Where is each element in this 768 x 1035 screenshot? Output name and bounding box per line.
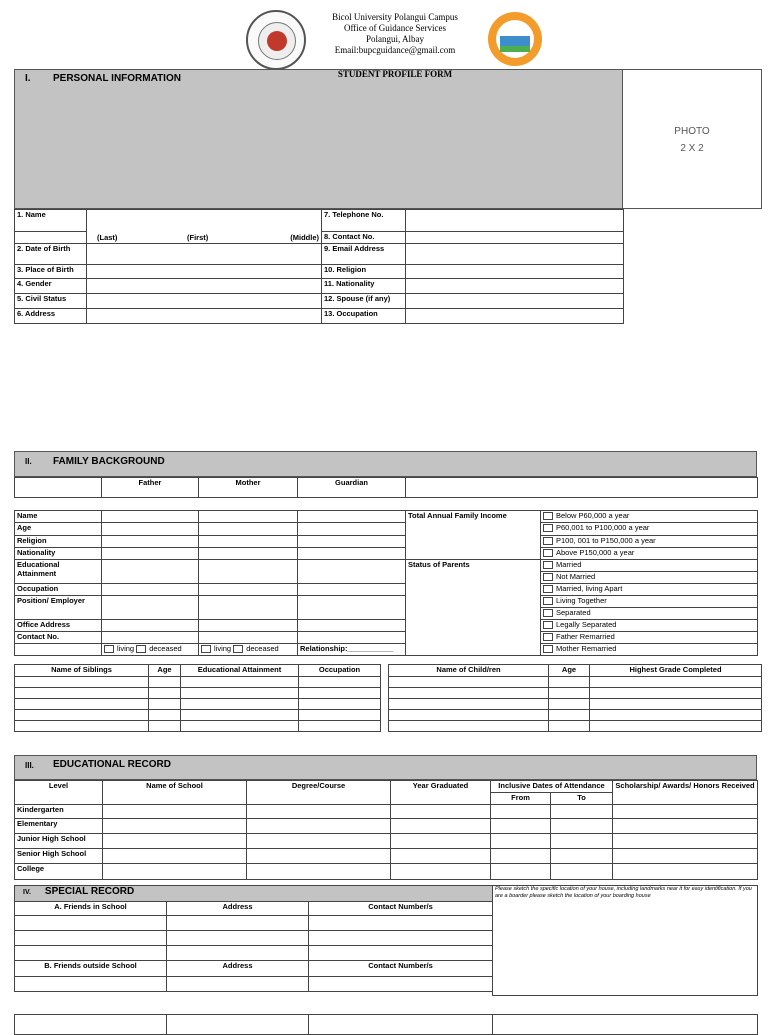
field-label: 9. Email Address [322, 244, 406, 265]
field-label: 5. Civil Status [15, 294, 87, 309]
table-row[interactable] [15, 699, 381, 710]
edu-header: Name of School [103, 781, 247, 805]
school-info [300, 12, 490, 56]
table-row[interactable] [389, 699, 762, 710]
email-input[interactable] [406, 244, 624, 265]
guardian-name-input[interactable] [298, 511, 406, 523]
edu-header: Year Graduated [391, 781, 491, 805]
field-label: 8. Contact No. [322, 232, 406, 244]
father-living-status[interactable]: living deceased [102, 644, 199, 656]
father-religion-input[interactable] [102, 536, 199, 548]
field-label: 6. Address [15, 309, 87, 324]
family-row-label: Position/ Employer [15, 596, 102, 620]
nationality-input[interactable] [406, 279, 624, 294]
educational-record-header [14, 755, 757, 780]
table-row[interactable] [15, 849, 758, 864]
table-row[interactable] [15, 834, 758, 849]
edu-level: Kindergarten [15, 805, 103, 819]
checkbox-icon[interactable] [543, 537, 553, 545]
checkbox-icon[interactable] [543, 549, 553, 557]
status-option[interactable]: Mother Remarried [541, 644, 758, 656]
friends-in-header: Contact Number/s [309, 902, 493, 916]
edu-subheader-to: To [551, 793, 613, 805]
mother-occupation-input[interactable] [199, 584, 298, 596]
family-details-table [14, 510, 758, 656]
father-name-input[interactable] [102, 511, 199, 523]
status-option[interactable]: Married [541, 560, 758, 572]
field-label: 1. Name [15, 210, 87, 232]
name-input[interactable] [87, 210, 322, 244]
field-label: 12. Spouse (if any) [322, 294, 406, 309]
edu-level: Senior High School [15, 849, 103, 864]
table-row[interactable] [15, 710, 381, 721]
section-title: SPECIAL RECORD [44, 886, 135, 897]
occupation-input[interactable] [406, 309, 624, 324]
status-option[interactable]: Father Remarried [541, 632, 758, 644]
edu-header: Inclusive Dates of Attendance [491, 781, 613, 793]
educational-record-table [14, 780, 758, 880]
status-option[interactable]: Living Together [541, 596, 758, 608]
friends-in-header: Address [167, 902, 309, 916]
special-record-table [14, 885, 758, 996]
section-title: EDUCATIONAL RECORD [53, 759, 171, 770]
personal-info-table [14, 209, 624, 324]
income-option[interactable]: P100, 001 to P150,000 a year [541, 536, 758, 548]
guardian-nationality-input[interactable] [298, 548, 406, 560]
guardian-employer-input[interactable] [298, 596, 406, 620]
friends-out-header: Contact Number/s [309, 961, 493, 977]
telephone-input[interactable] [406, 210, 624, 232]
checkbox-icon[interactable] [543, 585, 553, 593]
field-label: 11. Nationality [322, 279, 406, 294]
income-option[interactable]: P60,001 to P100,000 a year [541, 523, 758, 536]
guardian-occupation-input[interactable] [298, 584, 406, 596]
table-row[interactable] [15, 677, 381, 688]
family-columns-header [14, 477, 758, 498]
income-option[interactable]: Above P150,000 a year [541, 548, 758, 560]
checkbox-icon[interactable] [543, 633, 553, 641]
family-row-label: Age [15, 523, 102, 536]
siblings-header: Age [149, 665, 181, 677]
mother-age-input[interactable] [199, 523, 298, 536]
edu-subheader-from: From [491, 793, 551, 805]
name-label-spacer [15, 232, 87, 244]
table-row[interactable] [389, 721, 762, 732]
address-input[interactable] [87, 309, 322, 324]
guardian-education-input[interactable] [298, 560, 406, 584]
status-option[interactable]: Married, living Apart [541, 584, 758, 596]
children-header: Name of Child/ren [389, 665, 549, 677]
name-middle-label: (Middle) [290, 233, 319, 242]
edu-header: Level [15, 781, 103, 805]
checkbox-icon[interactable] [543, 621, 553, 629]
father-age-input[interactable] [102, 523, 199, 536]
name-first-label: (First) [187, 233, 209, 242]
guardian-religion-input[interactable] [298, 536, 406, 548]
family-row-label: Educational Attainment [15, 560, 102, 584]
school-location: Polangui, Albay [366, 34, 424, 44]
sketch-instructions: Please sketch the specific location of your house, including landmarks near it for easy identification. If you are a boarder please sketch the location of your boarding house [495, 886, 752, 899]
edu-level: Junior High School [15, 834, 103, 849]
col-guardian: Guardian [298, 478, 406, 498]
checkbox-icon[interactable] [543, 573, 553, 581]
table-row[interactable] [15, 688, 381, 699]
father-office-input[interactable] [102, 620, 199, 632]
guardian-contact-input[interactable] [298, 632, 406, 644]
form-header [0, 8, 768, 70]
table-row[interactable] [389, 710, 762, 721]
friends-in-header: A. Friends in School [15, 902, 167, 916]
checkbox-icon[interactable] [201, 645, 211, 653]
birthplace-input[interactable] [87, 265, 322, 279]
status-label: Status of Parents [406, 560, 541, 656]
field-label: 2. Date of Birth [15, 244, 87, 265]
religion-input[interactable] [406, 265, 624, 279]
field-label: 13. Occupation [322, 309, 406, 324]
field-label: 3. Place of Birth [15, 265, 87, 279]
civil-status-input[interactable] [87, 294, 322, 309]
checkbox-icon[interactable] [543, 645, 553, 653]
children-table [388, 664, 762, 732]
children-header: Age [549, 665, 590, 677]
family-row-label: Nationality [15, 548, 102, 560]
table-row[interactable] [15, 721, 381, 732]
university-seal-logo [246, 10, 306, 70]
family-row-label: Contact No. [15, 632, 102, 644]
family-row-label: Name [15, 511, 102, 523]
guardian-relationship[interactable]: Relationship:___________ [298, 644, 406, 656]
checkbox-icon[interactable] [136, 645, 146, 653]
friends-out-header: B. Friends outside School [15, 961, 167, 977]
edu-header: Degree/Course [247, 781, 391, 805]
house-sketch-area[interactable] [493, 886, 758, 996]
table-row[interactable] [389, 677, 762, 688]
section-number: IV. [23, 889, 31, 896]
checkbox-icon[interactable] [543, 597, 553, 605]
field-label: 4. Gender [15, 279, 87, 294]
friends-out-header: Address [167, 961, 309, 977]
siblings-header: Educational Attainment [181, 665, 299, 677]
section-number: II. [25, 457, 32, 466]
checkbox-icon[interactable] [543, 512, 553, 520]
form-title: STUDENT PROFILE FORM [337, 69, 453, 79]
field-label: 10. Religion [322, 265, 406, 279]
campus-seal-logo [488, 12, 542, 66]
office-email: Email:bupcguidance@gmail.com [334, 45, 456, 55]
status-option[interactable]: Separated [541, 608, 758, 620]
photo-size: 2 X 2 [680, 143, 704, 154]
mother-education-input[interactable] [199, 560, 298, 584]
family-row-label: Religion [15, 536, 102, 548]
siblings-table [14, 664, 381, 732]
mother-office-input[interactable] [199, 620, 298, 632]
col-father: Father [102, 478, 199, 498]
col-mother: Mother [199, 478, 298, 498]
siblings-header: Name of Siblings [15, 665, 149, 677]
table-row[interactable] [15, 805, 758, 819]
section-number: III. [25, 761, 34, 770]
father-employer-input[interactable] [102, 596, 199, 620]
school-name: Bicol University Polangui Campus [332, 12, 458, 22]
status-option[interactable]: Not Married [541, 572, 758, 584]
children-header: Highest Grade Completed [590, 665, 762, 677]
photo-box[interactable] [622, 69, 762, 209]
mother-religion-input[interactable] [199, 536, 298, 548]
section-title: PERSONAL INFORMATION [53, 73, 181, 84]
siblings-header: Occupation [299, 665, 381, 677]
continued-table [14, 1014, 758, 1035]
office-name: Office of Guidance Services [343, 23, 447, 33]
family-row-label: Office Address [15, 620, 102, 632]
checkbox-icon[interactable] [233, 645, 243, 653]
father-education-input[interactable] [102, 560, 199, 584]
status-option[interactable]: Legally Separated [541, 620, 758, 632]
spouse-input[interactable] [406, 294, 624, 309]
edu-level: Elementary [15, 819, 103, 834]
field-label: 7. Telephone No. [322, 210, 406, 232]
table-row[interactable] [15, 819, 758, 834]
personal-info-header [14, 69, 623, 209]
edu-level: College [15, 864, 103, 880]
photo-label: PHOTO [674, 126, 710, 137]
edu-header: Scholarship/ Awards/ Honors Received [613, 781, 758, 805]
mother-nationality-input[interactable] [199, 548, 298, 560]
table-row[interactable] [389, 688, 762, 699]
family-row-label: Occupation [15, 584, 102, 596]
mother-employer-input[interactable] [199, 596, 298, 620]
table-row[interactable] [15, 864, 758, 880]
guardian-age-input[interactable] [298, 523, 406, 536]
section-number: I. [25, 73, 31, 84]
section-title: FAMILY BACKGROUND [53, 456, 165, 467]
family-background-header [14, 451, 757, 477]
income-label: Total Annual Family Income [406, 511, 541, 560]
mother-name-input[interactable] [199, 511, 298, 523]
father-occupation-input[interactable] [102, 584, 199, 596]
father-nationality-input[interactable] [102, 548, 199, 560]
checkbox-icon[interactable] [543, 561, 553, 569]
birthdate-input[interactable] [87, 244, 322, 265]
income-option[interactable]: Below P60,000 a year [541, 511, 758, 523]
contact-input[interactable] [406, 232, 624, 244]
father-contact-input[interactable] [102, 632, 199, 644]
mother-contact-input[interactable] [199, 632, 298, 644]
special-record-header [15, 886, 493, 902]
checkbox-icon[interactable] [543, 524, 553, 532]
guardian-office-input[interactable] [298, 620, 406, 632]
checkbox-icon[interactable] [543, 609, 553, 617]
mother-living-status[interactable]: living deceased [199, 644, 298, 656]
checkbox-icon[interactable] [104, 645, 114, 653]
name-last-label: (Last) [97, 233, 118, 242]
gender-input[interactable] [87, 279, 322, 294]
